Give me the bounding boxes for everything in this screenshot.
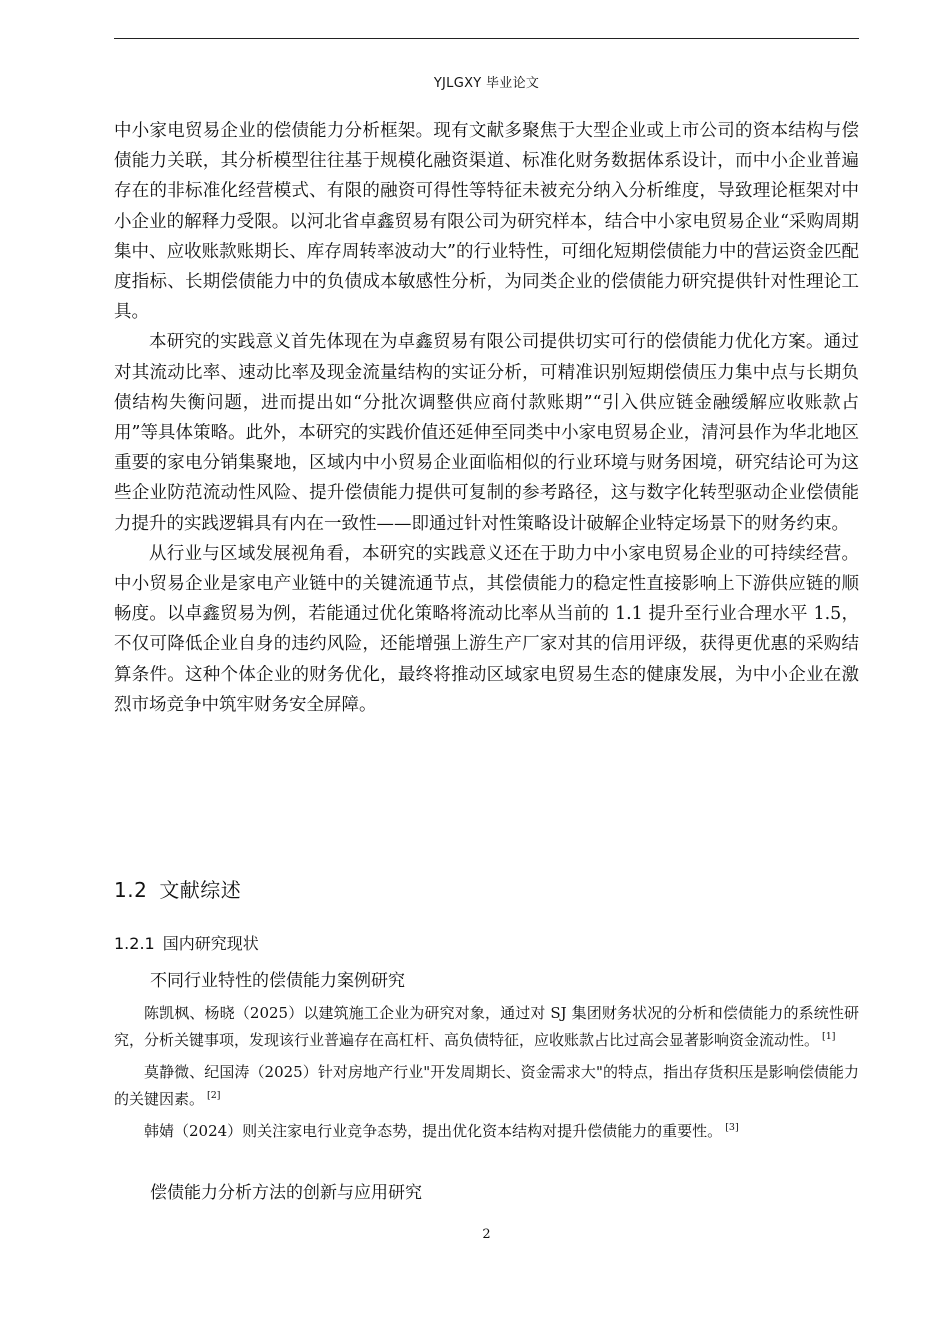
topic-heading-analysis-methods: 偿债能力分析方法的创新与应用研究 (150, 1183, 422, 1203)
document-page (114, 0, 859, 1344)
subsection-heading (114, 931, 259, 954)
topic-heading-a-wrapper (150, 966, 859, 996)
topic-heading-industry-cases: 不同行业特性的偿债能力案例研究 (150, 971, 405, 991)
subsection-title: 国内研究现状 (162, 934, 259, 953)
literature-entry (114, 1000, 859, 1053)
section-number: 1.2 (114, 878, 148, 902)
topic-heading-b-wrapper (150, 1178, 859, 1208)
header-divider (114, 38, 859, 39)
literature-entry (114, 1059, 859, 1112)
literature-list (114, 1000, 859, 1145)
section-title: 文献综述 (159, 878, 242, 902)
citation-marker[interactable]: [1] (822, 1030, 836, 1042)
paragraph-continued: 中小家电贸易企业的偿债能力分析框架。现有文献多聚焦于大型企业或上市公司的资本结构与偿债能力关联，其分析模型往往基于规模化融资渠道、标准化财务数据体系设计，而中小企业普遍存在的非标准化经营模式、有限的融资可得性等特征未被充分纳入分析维度，导致理论框架对中小企业的解释力受限。以河北省卓鑫贸易有限公司为研究样本，结合中小家电贸易企业“采购周期集中、应收账款账期长、库存周转率波动大”的行业特性，可细化短期偿债能力中的营运资金匹配度指标、长期偿债能力中的负债成本敏感性分析，为同类企业的偿债能力研究提供针对性理论工具。 (114, 121, 859, 323)
literature-text: 陈凯枫、杨晓（2025）以建筑施工企业为研究对象，通过对 SJ 集团财务状况的分析和偿债能力的系统性研究，分析关键事项，发现该行业普遍存在高杠杆、高负债特征，应收账款占比过高会显著影响资金流动性。 (114, 1004, 859, 1049)
body-text (114, 116, 859, 720)
citation-marker[interactable]: [2] (207, 1089, 221, 1101)
section-heading (114, 874, 241, 903)
literature-text: 韩婧（2024）则关注家电行业竞争态势，提出优化资本结构对提升偿债能力的重要性。 (144, 1122, 723, 1140)
literature-entry (114, 1118, 859, 1145)
citation-marker[interactable]: [3] (725, 1122, 739, 1133)
paragraph-industry-perspective: 从行业与区域发展视角看，本研究的实践意义还在于助力中小家电贸易企业的可持续经营。中小贸易企业是家电产业链中的关键流通节点，其偿债能力的稳定性直接影响上下游供应链的顺畅度。以卓鑫贸易为例，若能通过优化策略将流动比率从当前的 1.1 提升至行业合理水平 1.5，不仅可降低企业自身的违约风险，还能增强上游生产厂家对其的信用评级，获得更优惠的采购结算条件。这种个体企业的财务优化，最终将推动区域家电贸易生态的健康发展，为中小企业在激烈市场竞争中筑牢财务安全屏障。 (114, 543, 859, 715)
subsection-number: 1.2.1 (114, 934, 155, 953)
paragraph-practical-significance: 本研究的实践意义首先体现在为卓鑫贸易有限公司提供切实可行的偿债能力优化方案。通过对其流动比率、速动比率及现金流量结构的实证分析，可精准识别短期偿债压力集中点与长期负债结构失衡问题，进而提出如“分批次调整供应商付款账期”“引入供应链金融缓解应收账款占用”等具体策略。此外，本研究的实践价值还延伸至同类中小家电贸易企业，清河县作为华北地区重要的家电分销集聚地，区域内中小贸易企业面临相似的行业环境与财务困境，研究结论可为这些企业防范流动性风险、提升偿债能力提供可复制的参考路径，这与数字化转型驱动企业偿债能力提升的实践逻辑具有内在一致性——即通过针对性策略设计破解企业特定场景下的财务约束。 (114, 332, 859, 534)
literature-text: 莫静微、纪国涛（2025）针对房地产行业"开发周期长、资金需求大"的特点，指出存货积压是影响偿债能力的关键因素。 (114, 1063, 859, 1108)
page-number: 2 (482, 1227, 491, 1242)
running-header: YJLGXY 毕业论文 (433, 76, 540, 91)
